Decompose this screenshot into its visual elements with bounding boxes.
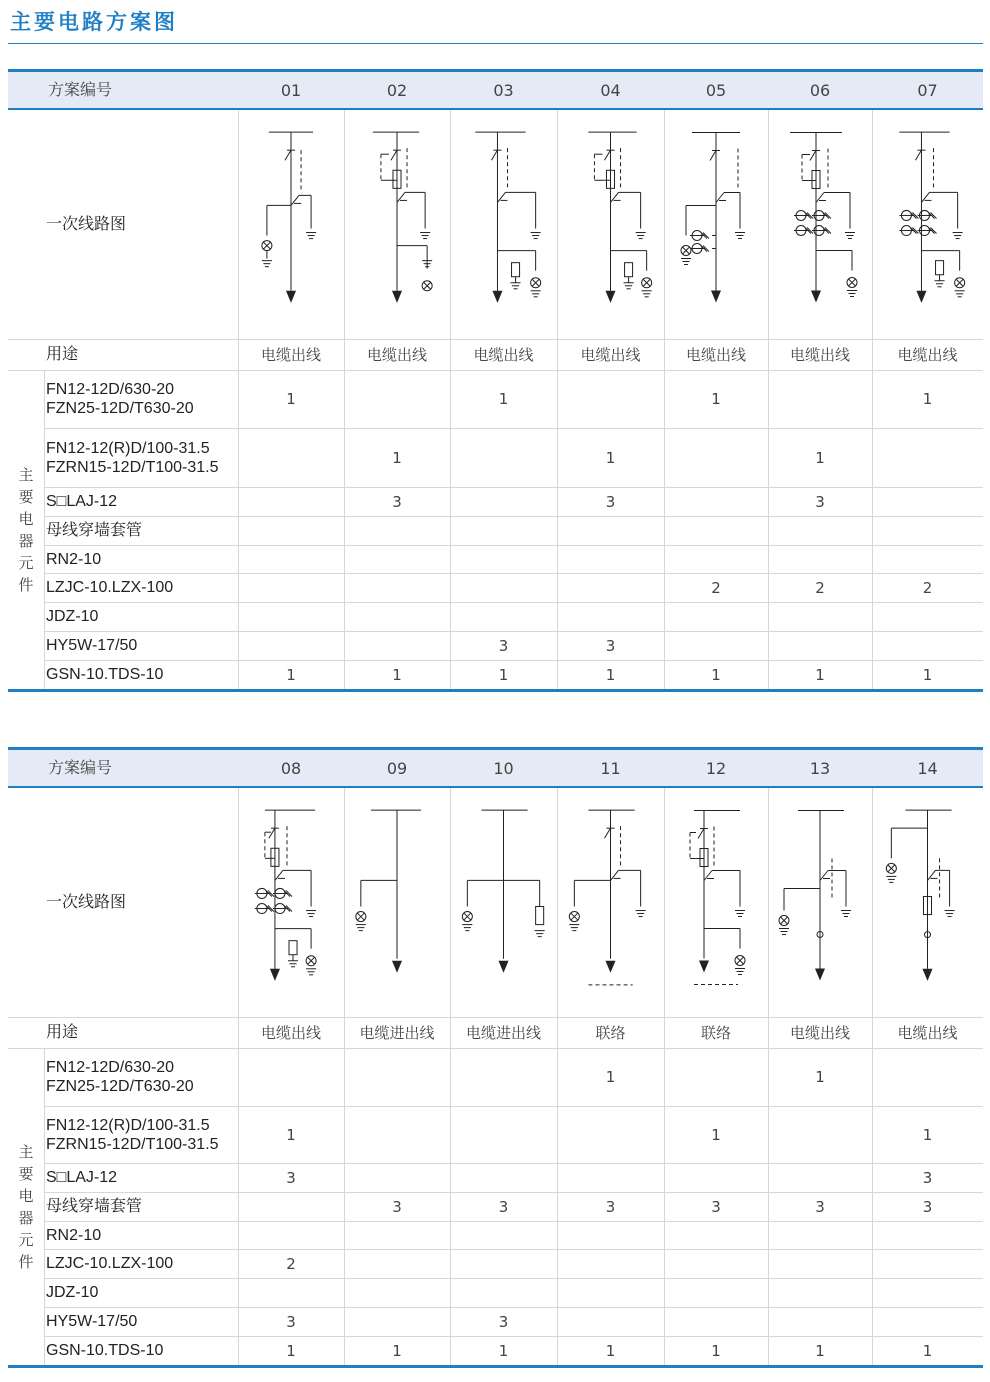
quantity-cell: 1 <box>711 1341 721 1360</box>
quantity-cell <box>344 1106 450 1163</box>
diagram-label: 一次线路图 <box>46 216 127 233</box>
circuit-diagram <box>450 788 557 1017</box>
component-name <box>44 1106 238 1163</box>
row-divider <box>44 631 983 632</box>
quantity-cell: 1 <box>392 665 402 684</box>
circuit-diagram <box>557 110 664 339</box>
circuit-diagram-svg <box>872 110 983 339</box>
quantity-cell: 3 <box>498 636 509 655</box>
quantity-cell <box>344 370 450 428</box>
quantity-cell <box>664 428 768 487</box>
quantity-cell <box>768 545 872 573</box>
component-name-line: FZRN15-12D/T100-31.5 <box>46 1135 219 1153</box>
row-divider <box>44 1307 983 1308</box>
quantity-cell <box>557 1278 664 1307</box>
component-name <box>44 545 238 573</box>
scheme-number: 11 <box>600 758 621 778</box>
usage-label: 用途 <box>46 1024 79 1041</box>
component-name <box>44 1249 238 1278</box>
row-divider <box>44 1106 983 1107</box>
usage-value: 电缆出线 <box>685 346 746 364</box>
quantity-cell <box>238 1278 344 1307</box>
table-bottom-rule <box>8 1365 983 1368</box>
quantity-cell: 3 <box>605 636 616 655</box>
column-divider <box>344 110 345 689</box>
component-name <box>44 573 238 602</box>
component-name-line: GSN-10.TDS-10 <box>46 1342 164 1359</box>
scheme-number: 09 <box>386 758 408 778</box>
scheme-table-2 <box>8 747 983 1369</box>
component-name <box>44 1221 238 1249</box>
quantity-cell <box>768 1249 872 1278</box>
circuit-diagram-svg <box>557 788 664 1017</box>
column-divider <box>344 788 345 1365</box>
scheme-number: 08 <box>280 758 302 778</box>
circuit-diagram <box>344 110 450 339</box>
scheme-number: 06 <box>809 80 831 100</box>
quantity-cell <box>450 1249 557 1278</box>
component-name <box>44 631 238 660</box>
column-divider <box>557 788 558 1365</box>
component-name-line: LZJC-10.LZX-100 <box>46 1255 174 1272</box>
circuit-diagram-svg <box>872 788 983 1017</box>
component-group-label <box>8 1048 44 1365</box>
column-divider <box>44 1048 45 1365</box>
usage-value: 电缆出线 <box>260 1024 321 1042</box>
component-name-line: FN12-12D/630-20 <box>46 381 175 398</box>
quantity-cell: 2 <box>815 578 825 597</box>
quantity-cell <box>238 631 344 660</box>
quantity-cell <box>768 631 872 660</box>
quantity-cell <box>450 1221 557 1249</box>
quantity-cell: 3 <box>286 1168 296 1187</box>
row-divider <box>8 339 983 340</box>
quantity-cell: 1 <box>605 665 616 684</box>
component-name-line: FN12-12(R)D/100-31.5 <box>46 439 210 457</box>
quantity-cell <box>344 1278 450 1307</box>
usage-value: 电缆出线 <box>897 1024 958 1042</box>
quantity-cell: 3 <box>922 1168 933 1187</box>
quantity-cell <box>344 545 450 573</box>
quantity-cell: 1 <box>605 1341 616 1360</box>
side-label-char: 器 <box>18 531 34 550</box>
component-name-line: S□LAJ-12 <box>46 1169 118 1186</box>
usage-value: 电缆出线 <box>260 346 321 364</box>
quantity-cell <box>664 1048 768 1106</box>
quantity-cell <box>557 370 664 428</box>
row-divider <box>44 1278 983 1279</box>
quantity-cell <box>344 1048 450 1106</box>
quantity-cell <box>664 602 768 631</box>
circuit-diagram-svg <box>450 110 557 339</box>
component-name-line: JDZ-10 <box>46 608 99 625</box>
component-name <box>44 602 238 631</box>
scheme-number: 14 <box>917 758 938 778</box>
page-title: 主要电路方案图 <box>10 10 178 34</box>
component-name-line: RN2-10 <box>46 1226 102 1244</box>
quantity-cell <box>768 370 872 428</box>
row-divider <box>8 370 983 371</box>
column-divider <box>44 370 45 689</box>
quantity-cell <box>344 573 450 602</box>
component-name <box>44 516 238 545</box>
component-name <box>44 1278 238 1307</box>
side-label-char: 主 <box>18 465 34 484</box>
column-divider <box>450 110 451 689</box>
quantity-cell <box>450 602 557 631</box>
component-name <box>44 1307 238 1336</box>
circuit-diagram <box>664 110 768 339</box>
usage-value: 电缆出线 <box>366 346 427 364</box>
side-label-char: 件 <box>18 1252 34 1271</box>
row-divider <box>44 1192 983 1193</box>
quantity-cell <box>664 631 768 660</box>
usage-value: 电缆进出线 <box>359 1024 435 1042</box>
circuit-diagram-svg <box>344 110 450 339</box>
circuit-diagram <box>238 788 344 1017</box>
row-divider <box>8 1017 983 1018</box>
quantity-cell <box>768 1221 872 1249</box>
quantity-cell <box>768 516 872 545</box>
quantity-cell: 2 <box>922 578 933 597</box>
row-divider <box>8 1048 983 1049</box>
usage-label: 用途 <box>46 346 79 363</box>
column-divider <box>768 788 769 1365</box>
component-name-line: S□LAJ-12 <box>46 493 118 510</box>
component-name <box>44 428 238 487</box>
usage-value: 联络 <box>700 1024 731 1042</box>
component-name-line: FZRN15-12D/T100-31.5 <box>46 458 219 476</box>
scheme-no-label: 方案编号 <box>48 81 113 99</box>
quantity-cell <box>664 545 768 573</box>
row-divider <box>44 516 983 517</box>
scheme-number: 05 <box>705 80 727 100</box>
quantity-cell: 3 <box>392 492 402 511</box>
quantity-cell <box>344 516 450 545</box>
quantity-cell: 1 <box>922 665 933 684</box>
quantity-cell: 1 <box>392 1341 402 1360</box>
table-bottom-rule <box>8 689 983 692</box>
circuit-diagram-svg <box>450 788 557 1017</box>
quantity-cell: 1 <box>498 1341 509 1360</box>
circuit-diagram <box>768 110 872 339</box>
circuit-diagram-svg <box>664 110 768 339</box>
circuit-diagram <box>450 110 557 339</box>
quantity-cell: 3 <box>605 492 616 511</box>
circuit-diagram-svg <box>344 788 450 1017</box>
component-name <box>44 487 238 516</box>
quantity-cell <box>450 1106 557 1163</box>
circuit-diagram <box>872 788 983 1017</box>
scheme-table-1 <box>8 69 983 693</box>
quantity-cell: 1 <box>286 665 296 684</box>
component-name-line: HY5W-17/50 <box>46 1313 138 1330</box>
component-name-line: RN2-10 <box>46 550 102 568</box>
scheme-number: 12 <box>705 758 727 778</box>
quantity-cell: 1 <box>392 448 402 467</box>
quantity-cell <box>450 516 557 545</box>
quantity-cell: 1 <box>498 390 509 408</box>
quantity-cell <box>664 1307 768 1336</box>
component-name <box>44 370 238 428</box>
scheme-number: 03 <box>493 80 514 100</box>
quantity-cell <box>872 631 983 660</box>
side-label-char: 件 <box>18 575 34 594</box>
quantity-cell <box>344 602 450 631</box>
circuit-diagram <box>664 788 768 1017</box>
quantity-cell: 1 <box>922 390 933 408</box>
quantity-cell <box>872 1278 983 1307</box>
quantity-cell <box>450 1048 557 1106</box>
quantity-cell <box>768 1307 872 1336</box>
component-group-label <box>8 370 44 689</box>
column-divider <box>557 110 558 689</box>
quantity-cell <box>664 487 768 516</box>
quantity-cell: 1 <box>498 665 509 684</box>
quantity-cell <box>768 1163 872 1192</box>
usage-value: 电缆出线 <box>789 346 850 364</box>
circuit-diagram-svg <box>238 788 344 1017</box>
component-name-line: LZJC-10.LZX-100 <box>46 579 174 596</box>
circuit-diagram-svg <box>238 110 344 339</box>
component-name-line: GSN-10.TDS-10 <box>46 666 164 683</box>
component-name-line: FZN25-12D/T630-20 <box>46 400 194 417</box>
component-name-line: JDZ-10 <box>46 1284 99 1301</box>
circuit-diagram <box>768 788 872 1017</box>
quantity-cell <box>872 1249 983 1278</box>
title-divider <box>8 43 983 44</box>
side-label-char: 要 <box>18 1164 34 1183</box>
quantity-cell: 1 <box>711 1125 721 1144</box>
diagram-label: 一次线路图 <box>46 894 127 911</box>
quantity-cell <box>664 1278 768 1307</box>
quantity-cell <box>664 516 768 545</box>
quantity-cell: 1 <box>922 1125 933 1144</box>
quantity-cell <box>450 428 557 487</box>
quantity-cell <box>557 573 664 602</box>
column-divider <box>664 788 665 1365</box>
side-label-char: 电 <box>18 1186 34 1205</box>
quantity-cell <box>450 545 557 573</box>
quantity-cell <box>238 602 344 631</box>
row-divider <box>44 1221 983 1222</box>
row-divider <box>44 602 983 603</box>
row-divider <box>44 1249 983 1250</box>
quantity-cell: 3 <box>711 1197 721 1216</box>
column-divider <box>238 110 239 689</box>
quantity-cell: 1 <box>815 1068 825 1086</box>
component-name-line: FZN25-12D/T630-20 <box>46 1078 194 1095</box>
component-name <box>44 1192 238 1221</box>
quantity-cell: 1 <box>605 448 616 467</box>
quantity-cell <box>344 1221 450 1249</box>
side-label-char: 电 <box>18 509 34 528</box>
component-name-line: 母线穿墙套管 <box>46 1198 143 1215</box>
scheme-number: 04 <box>600 80 621 100</box>
component-name <box>44 1336 238 1365</box>
quantity-cell: 1 <box>815 448 825 467</box>
circuit-diagram-svg <box>768 110 872 339</box>
quantity-cell <box>557 1221 664 1249</box>
quantity-cell <box>238 428 344 487</box>
quantity-cell <box>238 487 344 516</box>
component-name-line: FN12-12D/630-20 <box>46 1059 175 1076</box>
quantity-cell: 3 <box>815 1197 825 1216</box>
scheme-number: 10 <box>493 758 514 778</box>
quantity-cell <box>450 1163 557 1192</box>
usage-value: 电缆出线 <box>473 346 534 364</box>
quantity-cell <box>557 516 664 545</box>
scheme-no-label: 方案编号 <box>48 759 113 777</box>
circuit-diagram <box>872 110 983 339</box>
quantity-cell <box>238 573 344 602</box>
quantity-cell: 2 <box>286 1254 296 1273</box>
quantity-cell <box>450 1278 557 1307</box>
column-divider <box>450 788 451 1365</box>
quantity-cell: 1 <box>286 1341 296 1360</box>
quantity-cell <box>238 1221 344 1249</box>
quantity-cell: 1 <box>815 1341 825 1360</box>
quantity-cell <box>557 1307 664 1336</box>
quantity-cell: 3 <box>815 492 825 511</box>
component-name <box>44 660 238 689</box>
quantity-cell <box>557 602 664 631</box>
column-divider <box>872 110 873 689</box>
quantity-cell <box>557 1163 664 1192</box>
usage-value: 电缆出线 <box>789 1024 850 1042</box>
quantity-cell: 1 <box>286 1125 296 1144</box>
quantity-cell <box>238 516 344 545</box>
quantity-cell <box>238 545 344 573</box>
row-divider <box>44 1336 983 1337</box>
quantity-cell <box>768 1106 872 1163</box>
quantity-cell <box>344 1307 450 1336</box>
column-divider <box>872 788 873 1365</box>
quantity-cell <box>872 516 983 545</box>
component-name <box>44 1048 238 1106</box>
quantity-cell <box>664 1249 768 1278</box>
quantity-cell <box>557 545 664 573</box>
circuit-diagram-svg <box>557 110 664 339</box>
quantity-cell <box>238 1048 344 1106</box>
row-divider <box>44 573 983 574</box>
component-name-line: 母线穿墙套管 <box>46 522 143 539</box>
quantity-cell: 1 <box>922 1341 933 1360</box>
circuit-diagram-svg <box>664 788 768 1017</box>
quantity-cell: 3 <box>286 1312 296 1331</box>
circuit-diagram <box>557 788 664 1017</box>
column-divider <box>768 110 769 689</box>
circuit-diagram <box>238 110 344 339</box>
quantity-cell: 3 <box>392 1197 402 1216</box>
usage-value: 电缆出线 <box>897 346 958 364</box>
quantity-cell <box>664 1163 768 1192</box>
quantity-cell: 3 <box>498 1312 509 1331</box>
quantity-cell: 3 <box>605 1197 616 1216</box>
row-divider <box>44 660 983 661</box>
scheme-number: 07 <box>917 80 938 100</box>
quantity-cell <box>344 631 450 660</box>
side-label-char: 要 <box>18 487 34 506</box>
side-label-char: 器 <box>18 1208 34 1227</box>
quantity-cell: 1 <box>815 665 825 684</box>
quantity-cell: 3 <box>498 1197 509 1216</box>
row-divider <box>44 1163 983 1164</box>
circuit-diagram-svg <box>768 788 872 1017</box>
quantity-cell: 1 <box>711 665 721 684</box>
component-name <box>44 1163 238 1192</box>
quantity-cell: 2 <box>711 578 721 597</box>
side-label-char: 元 <box>18 553 34 572</box>
circuit-diagram <box>344 788 450 1017</box>
scheme-number: 01 <box>280 80 302 100</box>
component-name-line: HY5W-17/50 <box>46 637 138 654</box>
quantity-cell <box>344 1249 450 1278</box>
usage-value: 电缆出线 <box>580 346 641 364</box>
quantity-cell: 1 <box>286 390 296 408</box>
quantity-cell: 1 <box>711 390 721 408</box>
quantity-cell <box>450 487 557 516</box>
row-divider <box>44 428 983 429</box>
quantity-cell <box>557 1249 664 1278</box>
usage-value: 联络 <box>595 1024 626 1042</box>
quantity-cell <box>768 602 872 631</box>
scheme-number: 13 <box>809 758 831 778</box>
quantity-cell <box>872 1307 983 1336</box>
quantity-cell <box>872 487 983 516</box>
quantity-cell <box>557 1106 664 1163</box>
quantity-cell <box>872 545 983 573</box>
quantity-cell <box>768 1278 872 1307</box>
row-divider <box>44 545 983 546</box>
quantity-cell: 3 <box>922 1197 933 1216</box>
scheme-number: 02 <box>386 80 408 100</box>
quantity-cell: 1 <box>605 1068 616 1086</box>
quantity-cell <box>664 1221 768 1249</box>
quantity-cell <box>872 1048 983 1106</box>
side-label-char: 元 <box>18 1230 34 1249</box>
quantity-cell <box>238 1192 344 1221</box>
quantity-cell <box>344 1163 450 1192</box>
quantity-cell <box>450 573 557 602</box>
quantity-cell <box>872 602 983 631</box>
quantity-cell <box>872 1221 983 1249</box>
row-divider <box>44 487 983 488</box>
usage-value: 电缆进出线 <box>465 1024 541 1042</box>
quantity-cell <box>872 428 983 487</box>
column-divider <box>238 788 239 1365</box>
side-label-char: 主 <box>18 1142 34 1161</box>
component-name-line: FN12-12(R)D/100-31.5 <box>46 1116 210 1134</box>
column-divider <box>664 110 665 689</box>
